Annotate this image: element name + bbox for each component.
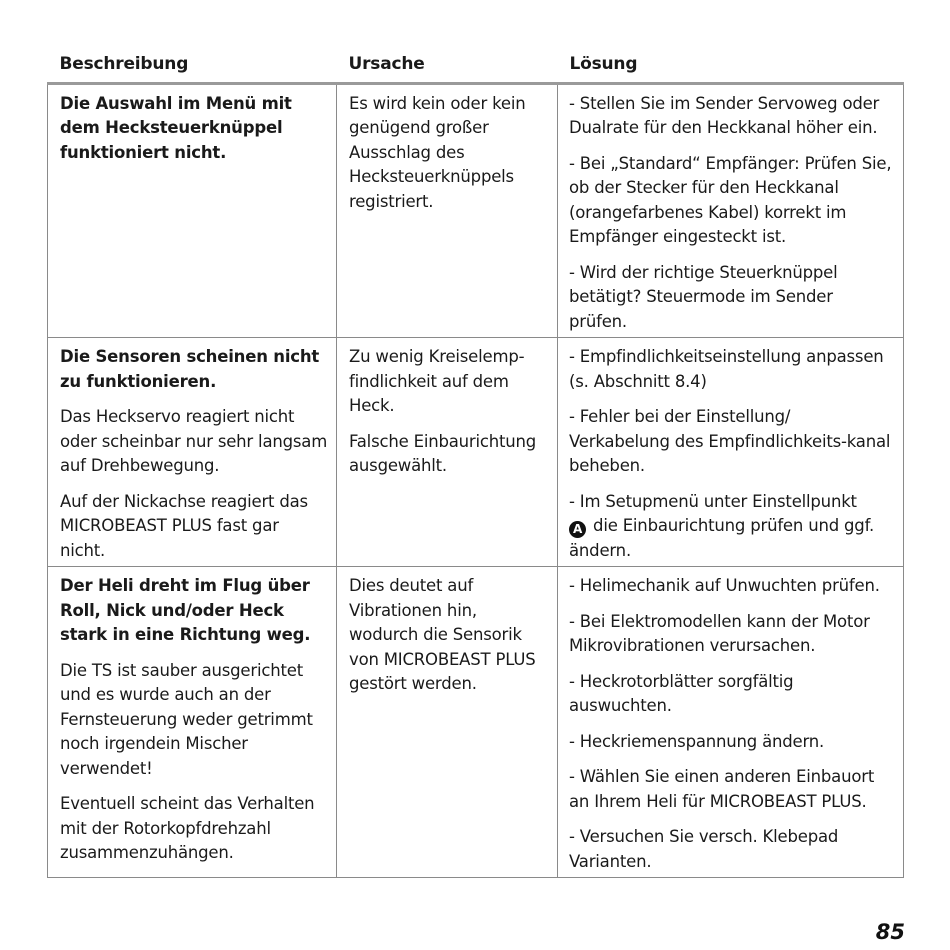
cell-ursache	[337, 83, 558, 338]
cause-text: Zu wenig Kreiselemp-findlichkeit auf dem Heck.	[349, 347, 525, 415]
troubleshooting-table	[47, 48, 904, 878]
solution-item	[569, 490, 895, 564]
setup-point-a-icon: A	[569, 521, 586, 538]
problem-detail: Die TS ist sauber ausgerichtet und es wurde auch an der Fernsteuerung weder getrimmt noch irgendein Mischer verwendet!	[60, 660, 313, 778]
solution-item: - Fehler bei der Einstellung/ Verkabelung des Empfindlichkeits-kanal beheben.	[569, 407, 891, 475]
page-number: 85	[875, 920, 905, 944]
solution-item: - Bei Elektromodellen kann der Motor Mikrovibrationen verursachen.	[569, 611, 870, 655]
solution-item: - Wählen Sie einen anderen Einbauort an Ihrem Heli für MICROBEAST PLUS.	[569, 767, 875, 811]
problem-title: Die Auswahl im Menü mit dem Hecksteuerknüppel funktioniert nicht.	[60, 93, 292, 162]
table-header-row	[48, 48, 904, 83]
header-ursache: Ursache	[337, 48, 558, 83]
solution-item: - Wird der richtige Steuerknüppel betätigt? Steuermode im Sender prüfen.	[569, 262, 838, 331]
solution-prefix: - Im Setupmenü unter Einstellpunkt	[569, 491, 857, 511]
cell-ursache	[337, 567, 558, 878]
header-loesung: Lösung	[558, 48, 904, 83]
problem-detail: Eventuell scheint das Verhalten mit der Rotorkopfdrehzahl zusammenzuhängen.	[60, 794, 315, 862]
table-row	[48, 567, 904, 878]
solution-item: - Helimechanik auf Unwuchten prüfen.	[569, 576, 880, 595]
header-beschreibung: Beschreibung	[48, 48, 337, 83]
solution-item: - Empfindlichkeitseinstellung anpassen (s. Abschnitt 8.4)	[569, 347, 884, 391]
problem-title: Der Heli dreht im Flug über Roll, Nick und/oder Heck stark in eine Richtung weg.	[60, 576, 311, 644]
problem-detail: Das Heckservo reagiert nicht oder scheinbar nur sehr langsam auf Drehbewegung.	[60, 407, 328, 475]
solution-item: - Bei „Standard“ Empfänger: Prüfen Sie, ob der Stecker für den Heckkanal (orangefarbenes Kabel) korrekt im Empfänger eingesteckt ist.	[569, 153, 892, 246]
solution-item: - Heckriemenspannung ändern.	[569, 731, 825, 751]
cell-beschreibung	[48, 83, 337, 338]
table-row	[48, 338, 904, 567]
cell-loesung	[558, 83, 904, 338]
problem-title: Die Sensoren scheinen nicht zu funktionieren.	[60, 347, 320, 391]
cell-ursache	[337, 338, 558, 567]
cell-beschreibung	[48, 338, 337, 567]
cell-beschreibung	[48, 567, 337, 878]
solution-item: - Heckrotorblätter sorgfältig auswuchten.	[569, 671, 794, 715]
cause-text: Es wird kein oder kein genügend großer Ausschlag des Hecksteuerknüppels registriert.	[349, 93, 526, 211]
cause-text: Falsche Einbaurichtung ausgewählt.	[349, 431, 537, 475]
solution-item: - Stellen Sie im Sender Servoweg oder Dualrate für den Heckkanal höher ein.	[569, 93, 880, 137]
table-row	[48, 83, 904, 338]
cause-text: Dies deutet auf Vibrationen hin, wodurch die Sensorik von MICROBEAST PLUS gestört werden.	[349, 576, 536, 693]
problem-detail: Auf der Nickachse reagiert das MICROBEAST PLUS fast gar nicht.	[60, 491, 308, 560]
cell-loesung	[558, 567, 904, 878]
cell-loesung	[558, 338, 904, 567]
solution-suffix: die Einbaurichtung prüfen und ggf. ändern.	[569, 516, 875, 560]
solution-item: - Versuchen Sie versch. Klebepad Varianten.	[569, 827, 839, 871]
